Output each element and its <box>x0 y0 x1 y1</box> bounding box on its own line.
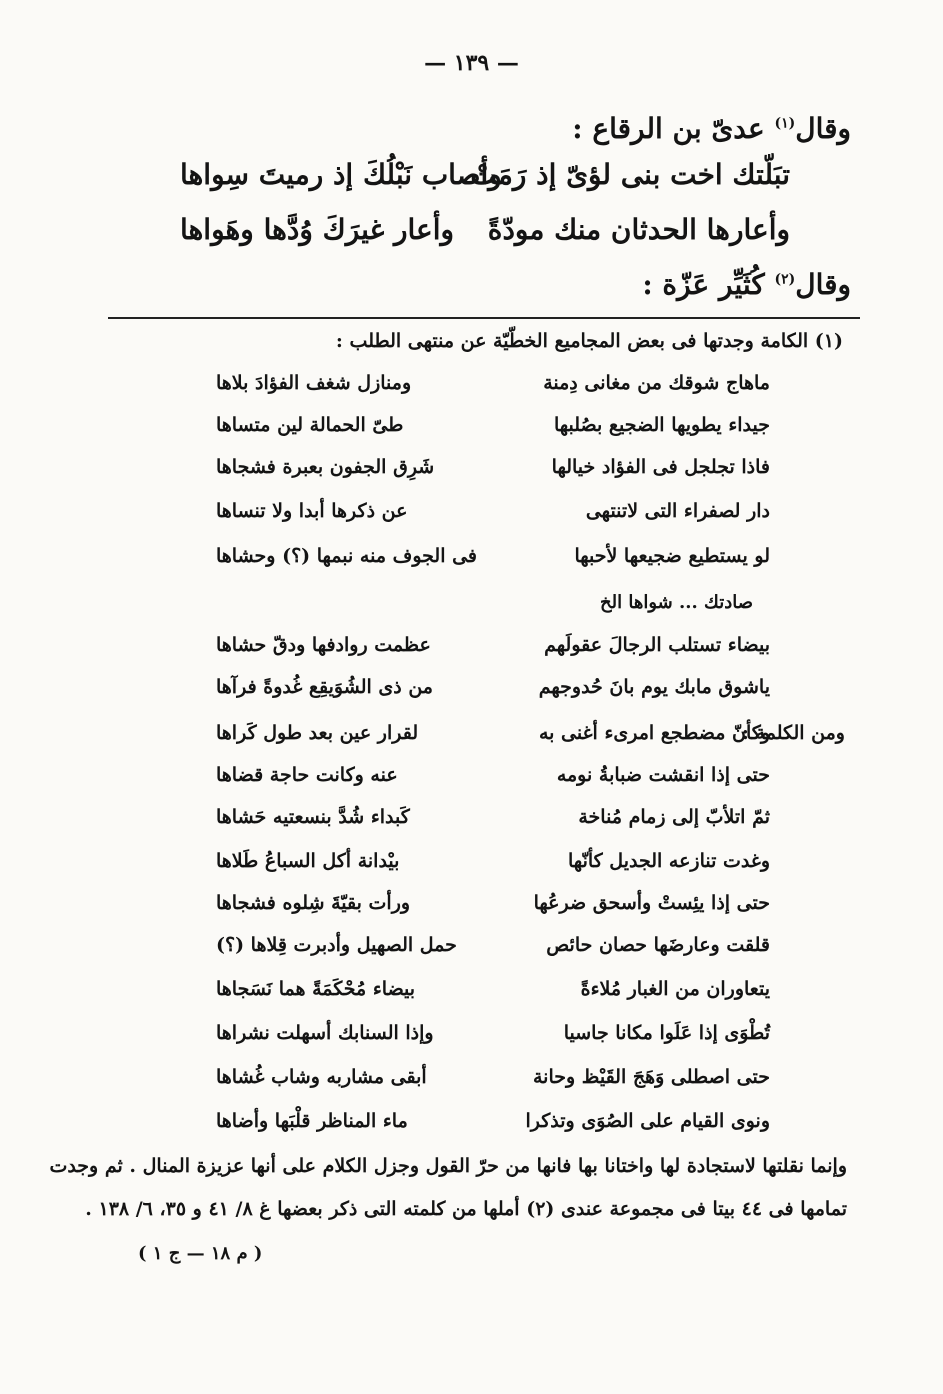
footnote-ref-2: (٢) <box>774 271 796 288</box>
footnote-abbrev-note: صادتك ... شواها الخ <box>599 592 753 613</box>
first-hemistich: وكأنّ مضطجع امرىء أغنى به <box>538 722 770 744</box>
first-hemistich: ونوى القيام على الصُوَى وتذكرا <box>525 1110 770 1132</box>
footnote-lead-label: ومن الكلمة : <box>741 722 845 744</box>
second-hemistich: فى الجوف منه نبمها (؟) وحشاها <box>216 545 478 567</box>
second-hemistich: وإذا السنابك أسهلت نشراها <box>216 1022 434 1044</box>
second-hemistich: عن ذكرها أبدا ولا تنساها <box>216 500 408 522</box>
second-hemistich: وأصاب نَبْلُكَ إذ رميتَ سِواها <box>180 158 502 191</box>
second-hemistich: حمل الصهيل وأدبرت قِلاها (؟) <box>216 934 457 956</box>
footnote-verse <box>200 1022 770 1058</box>
closing-paragraph-line: تمامها فى ٤٤ بيتا فى مجموعة عندى (٢) أملها من كلمته التى ذكر بعضها غ ٨/ ٤١ و ٣٥، ٦/ ١٣٨ . <box>85 1198 847 1220</box>
first-hemistich: وغدت تنازعه الجديل كأنّها <box>568 850 770 872</box>
second-hemistich: شَرِق الجفون بعبرة فشجاها <box>216 456 435 478</box>
footnote-verse <box>200 545 770 581</box>
footnote-verse <box>200 456 770 492</box>
first-hemistich: قلقت وعارضَها حصان حائص <box>546 934 770 956</box>
verse-line <box>150 158 850 204</box>
second-hemistich: عظمت روادفها ودقّ حشاها <box>216 634 431 656</box>
signature-mark: ( م ١٨ — ج ١ ) <box>138 1243 263 1264</box>
first-hemistich: ماهاج شوقك من مغانى دِمنة <box>543 372 770 394</box>
intro-verb: وقال <box>795 112 851 145</box>
footnote-verse <box>200 722 770 758</box>
footnote-verse <box>200 978 770 1014</box>
footnote-heading: (١) الكامة وجدتها فى بعض المجاميع الخطّيّة عن منتهى الطلب : <box>335 330 843 352</box>
verse-line <box>150 213 850 259</box>
first-hemistich: تبَلّتك اخت بنى لؤىّ إذ رَمَتْ <box>470 158 790 191</box>
first-hemistich: يتعاوران من الغبار مُلاءةً <box>580 978 770 1000</box>
footnote-verse <box>200 1066 770 1102</box>
footnote-verse <box>200 676 770 712</box>
footnote-verse <box>200 500 770 536</box>
second-hemistich: عنه وكانت حاجة قضاها <box>216 764 398 786</box>
closing-paragraph-line: وإنما نقلتها لاستجادة لها واختانا بها فانها من حرّ القول وجزل الكلام على أنها عزيزة المنال . ثم وجدت <box>49 1155 847 1177</box>
footnote-verse <box>200 414 770 450</box>
first-hemistich: حتى اصطلى وَهَجَ القَيْظ وحانة <box>533 1066 770 1088</box>
second-hemistich: بيضاء مُحْكَمَةً هما نَسَجاها <box>216 978 416 1000</box>
second-hemistich: أبقى مشاربه وشاب غُشاها <box>216 1066 427 1088</box>
first-hemistich: بيضاء تستلب الرجالَ عقولَهم <box>544 634 770 656</box>
poem-intro-2 <box>642 268 851 301</box>
second-hemistich: من ذى الشُوَيقِع غُدوةً فرآها <box>216 676 433 698</box>
first-hemistich: حتى إذا يئِستْ وأسحق ضرعُها <box>533 892 770 914</box>
footnote-verse <box>200 1110 770 1146</box>
first-hemistich: جيداء يطويها الضجيع بصُلبها <box>553 414 770 436</box>
poet-name-2: كُثَيِّر عَزّة : <box>642 268 765 301</box>
first-hemistich: ثمّ اتلأبّ إلى زمام مُناخة <box>578 806 770 828</box>
first-hemistich: ياشوق مابك يوم بانَ حُدوجهم <box>538 676 770 698</box>
second-hemistich: طىّ الحمالة لين متساها <box>216 414 404 436</box>
footnote-verse <box>200 372 770 408</box>
footnote-verse <box>200 634 770 670</box>
second-hemistich: بيْدانة أكل السباعُ طَلاها <box>216 850 400 872</box>
intro-verb: وقال <box>795 268 851 301</box>
first-hemistich: لو يستطيع ضجيعها لأحبها <box>574 545 770 567</box>
footnote-verse <box>200 934 770 970</box>
first-hemistich: دار لصفراء التى لاتنتهى <box>585 500 770 522</box>
poem-intro-1 <box>572 112 851 145</box>
first-hemistich: تُطْوَى إذا عَلَوا مكانا جاسيا <box>563 1022 770 1044</box>
page-number: — ١٣٩ — <box>424 50 519 76</box>
poet-name-1: عدىّ بن الرقاع : <box>572 112 765 145</box>
first-hemistich: حتى إذا انقشت ضبابةُ نومه <box>556 764 770 786</box>
second-hemistich: ومنازل شغف الفؤادَ بلاها <box>216 372 412 394</box>
second-hemistich: ورأت بقيّةَ شِلوه فشجاها <box>216 892 411 914</box>
footnote-verse <box>200 806 770 842</box>
footnote-ref-1: (١) <box>774 115 796 132</box>
footnote-verse <box>200 892 770 928</box>
second-hemistich: ماء المناظر قلْبَها وأضاها <box>216 1110 408 1132</box>
second-hemistich: لقرار عين بعد طول كَراها <box>216 722 419 744</box>
second-hemistich: وأعار غيرَكَ وُدَّها وهَواها <box>180 213 455 246</box>
first-hemistich: فاذا تجلجل فى الفؤاد خيالها <box>551 456 770 478</box>
footnote-divider <box>108 317 860 319</box>
second-hemistich: كَبداء شُدَّ بنسعتيه حَشاها <box>216 806 410 828</box>
first-hemistich: وأعارها الحدثان منك مودّةً <box>487 213 790 246</box>
footnote-verse <box>200 764 770 800</box>
footnote-verse <box>200 850 770 886</box>
